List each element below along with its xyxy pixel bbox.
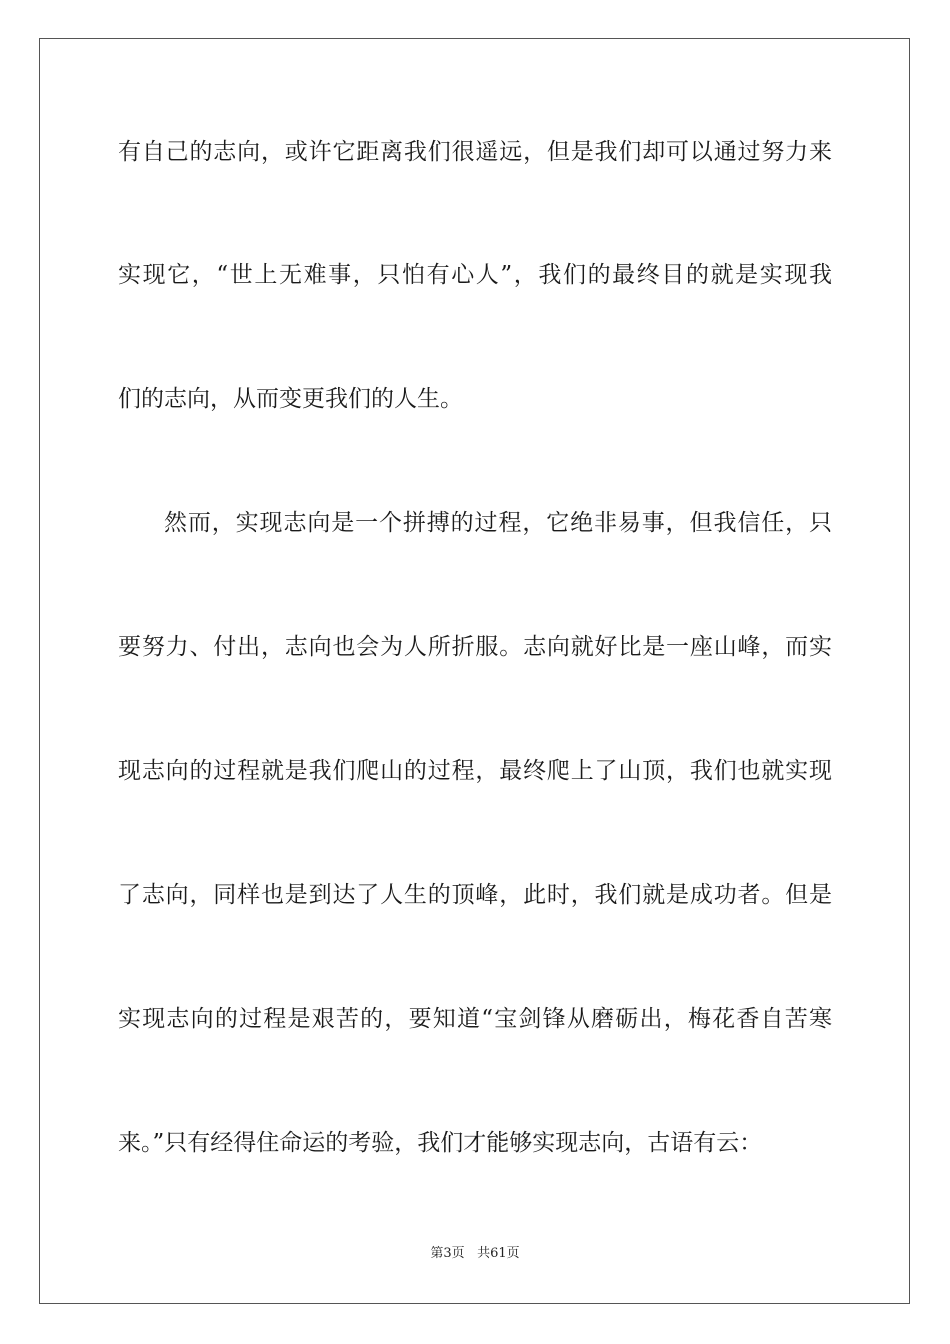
page-footer: [0, 1245, 950, 1263]
total-pages: 共61页: [477, 1246, 520, 1261]
paragraph-1-line-2: 实现它，“世上无难事，只怕有心人”，我们的最终目的就是实现我: [118, 262, 832, 288]
paragraph-2-line-5: 实现志向的过程是艰苦的，要知道“宝剑锋从磨砺出，梅花香自苦寒: [118, 1006, 832, 1032]
page-number: 第3页: [430, 1246, 465, 1261]
paragraph-1-line-3: 们的志向，从而变更我们的人生。: [118, 386, 463, 412]
paragraph-2-line-3: 现志向的过程就是我们爬山的过程，最终爬上了山顶，我们也就实现: [118, 758, 832, 784]
page-border: [39, 38, 910, 1304]
paragraph-2-line-6: 来。”只有经得住命运的考验，我们才能够实现志向，古语有云：: [118, 1130, 763, 1156]
paragraph-2-line-2: 要努力、付出，志向也会为人所折服。志向就好比是一座山峰，而实: [118, 634, 832, 660]
paragraph-2-line-4: 了志向，同样也是到达了人生的顶峰，此时，我们就是成功者。但是: [118, 882, 832, 908]
paragraph-1-line-1: 有自己的志向，或许它距离我们很遥远，但是我们却可以通过努力来: [118, 139, 832, 165]
paragraph-2-line-1: 然而，实现志向是一个拼搏的过程，它绝非易事，但我信任，只: [164, 510, 832, 536]
